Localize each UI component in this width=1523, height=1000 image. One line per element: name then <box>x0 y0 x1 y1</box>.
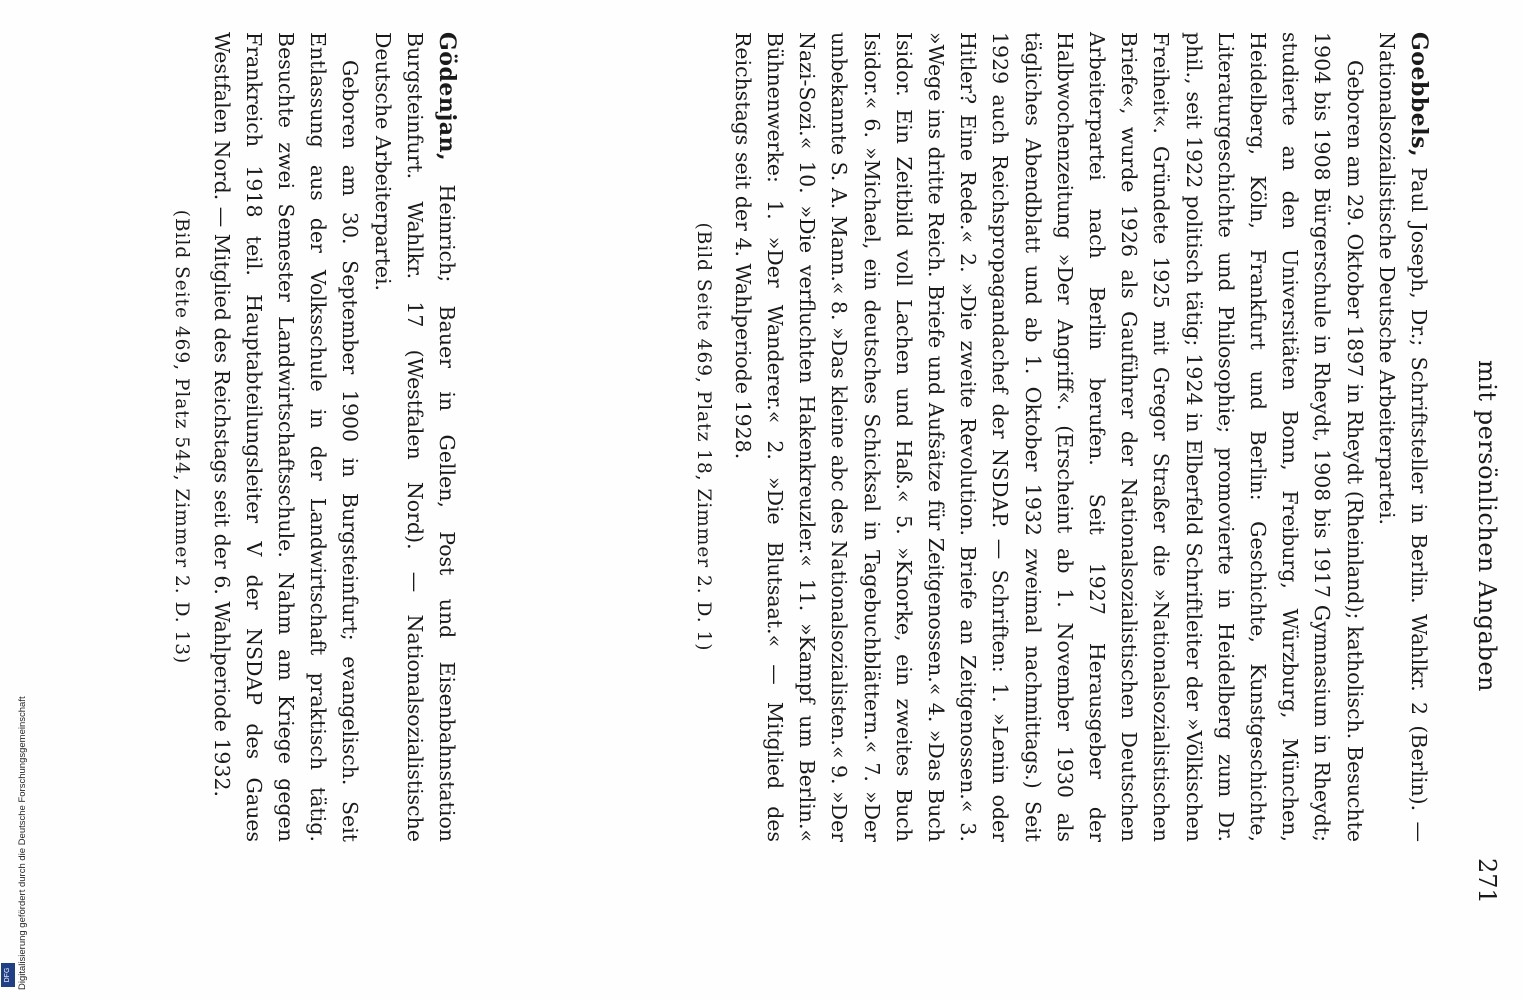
page-number: 271 <box>1473 858 1501 904</box>
photo-reference: (Bild Seite 469, Platz 18, Zimmer 2. D. 1) <box>692 222 714 652</box>
dfg-logo-text: DFG <box>4 967 11 983</box>
biography-entry-goebbels <box>686 32 1435 842</box>
dfg-logo-icon <box>1 963 15 987</box>
entry-name: Gödenjan, <box>434 32 460 162</box>
photo-reference: (Bild Seite 469, Platz 544, Zimmer 2. D. 13) <box>171 209 193 665</box>
running-header <box>1461 0 1501 980</box>
entry-heading-details: Heinrich; Bauer in Gellen, Post und Eisenbahnstation Burgsteinfurt. Wahlkr. 17 (Westfalen Nord). — Nationalsozialistische Deutsche Arbeiterpartei. <box>370 32 459 842</box>
digitization-note <box>2 600 28 990</box>
entry-heading <box>366 32 463 842</box>
entry-body: Geboren am 29. Oktober 1897 in Rheydt (Rheinland); katholisch. Besuchte 1904 bis 1908 Bürgerschule in Rheydt, 1908 bis 1917 Gymnasium in Rheydt; studierte an den Universitäten Bonn, Freiburg, Würzburg, München, Heidelberg, Köln, Frankfurt und Berlin: Geschichte, Kunstgeschichte, Literaturgeschichte und Philosophie; promovierte in Heidelberg zum Dr. phil., seit 1922 politisch tätig; 1924 in Elberfeld Schriftleiter der »Völkischen Freiheit«. Gründete 1925 mit Gregor Straßer die »Nationalsozialistischen Briefe«, wurde 1926 als Gauführer der Nationalsozialistischen Deutschen Arbeiterpartei nach Berlin berufen. Seit 1927 Herausgeber der Halbwochenzeitung »Der Angriff«. (Erscheint ab 1. November 1930 als tägliches Abendblatt und ab 1. Oktober 1932 zweimal nachmittags.) Seit 1929 auch Reichspropagandachef der NSDAP. — Schriften: 1. »Lenin oder Hitler? Eine Rede.« 2. »Die zweite Revolution. Briefe an Zeitgenossen.« 3. »Wege ins dritte Reich. Briefe und Aufsätze für Zeitgenossen.« 4. »Das Buch Isidor. Ein Zeitbild voll Lachen und Haß.« 5. »Knorke, ein zweites Buch Isidor.« 6. »Michael, ein deutsches Schicksal in Tagebuchblättern.« 7. »Der unbekannte S. A. Mann.« 8. »Das kleine abc des Nationalsozialisten.« 9. »Der Nazi-Sozi.« 10. »Die verfluchten Hakenkreuzler.« 11. »Kampf um Berlin.« Bühnenwerke: 1. »Der Wanderer.« 2. »Die Blutsaat.« — Mitglied des Reichstags seit der 4. Wahlperiode 1928. <box>730 32 1367 842</box>
digitization-note-text: Digitalisierung gefördert durch die Deutsche Forschungsgemeinschaft <box>17 696 28 990</box>
running-title: mit persönlichen Angaben <box>1473 360 1501 692</box>
biography-entry-goedenjan <box>165 32 463 842</box>
entry-body: Geboren am 30. September 1900 in Burgsteinfurt; evangelisch. Seit Entlassung aus der Volksschule in der Landwirtschaft praktisch tätig. Besuchte zwei Semester Landwirtschaftsschule. Nahm am Kriege gegen Frankreich 1918 teil. Hauptabteilungsleiter V der NSDAP des Gaues Westfalen Nord. — Mitglied des Reichstags seit der 6. Wahlperiode 1932. <box>209 32 363 842</box>
entry-heading <box>1371 32 1435 842</box>
entry-heading-details: Paul Joseph, Dr.; Schriftsteller in Berlin. Wahlkr. 2 (Berlin). — Nationalsozialistische Deutsche Arbeiterpartei. <box>1374 32 1431 842</box>
entry-name: Goebbels, <box>1406 32 1432 158</box>
